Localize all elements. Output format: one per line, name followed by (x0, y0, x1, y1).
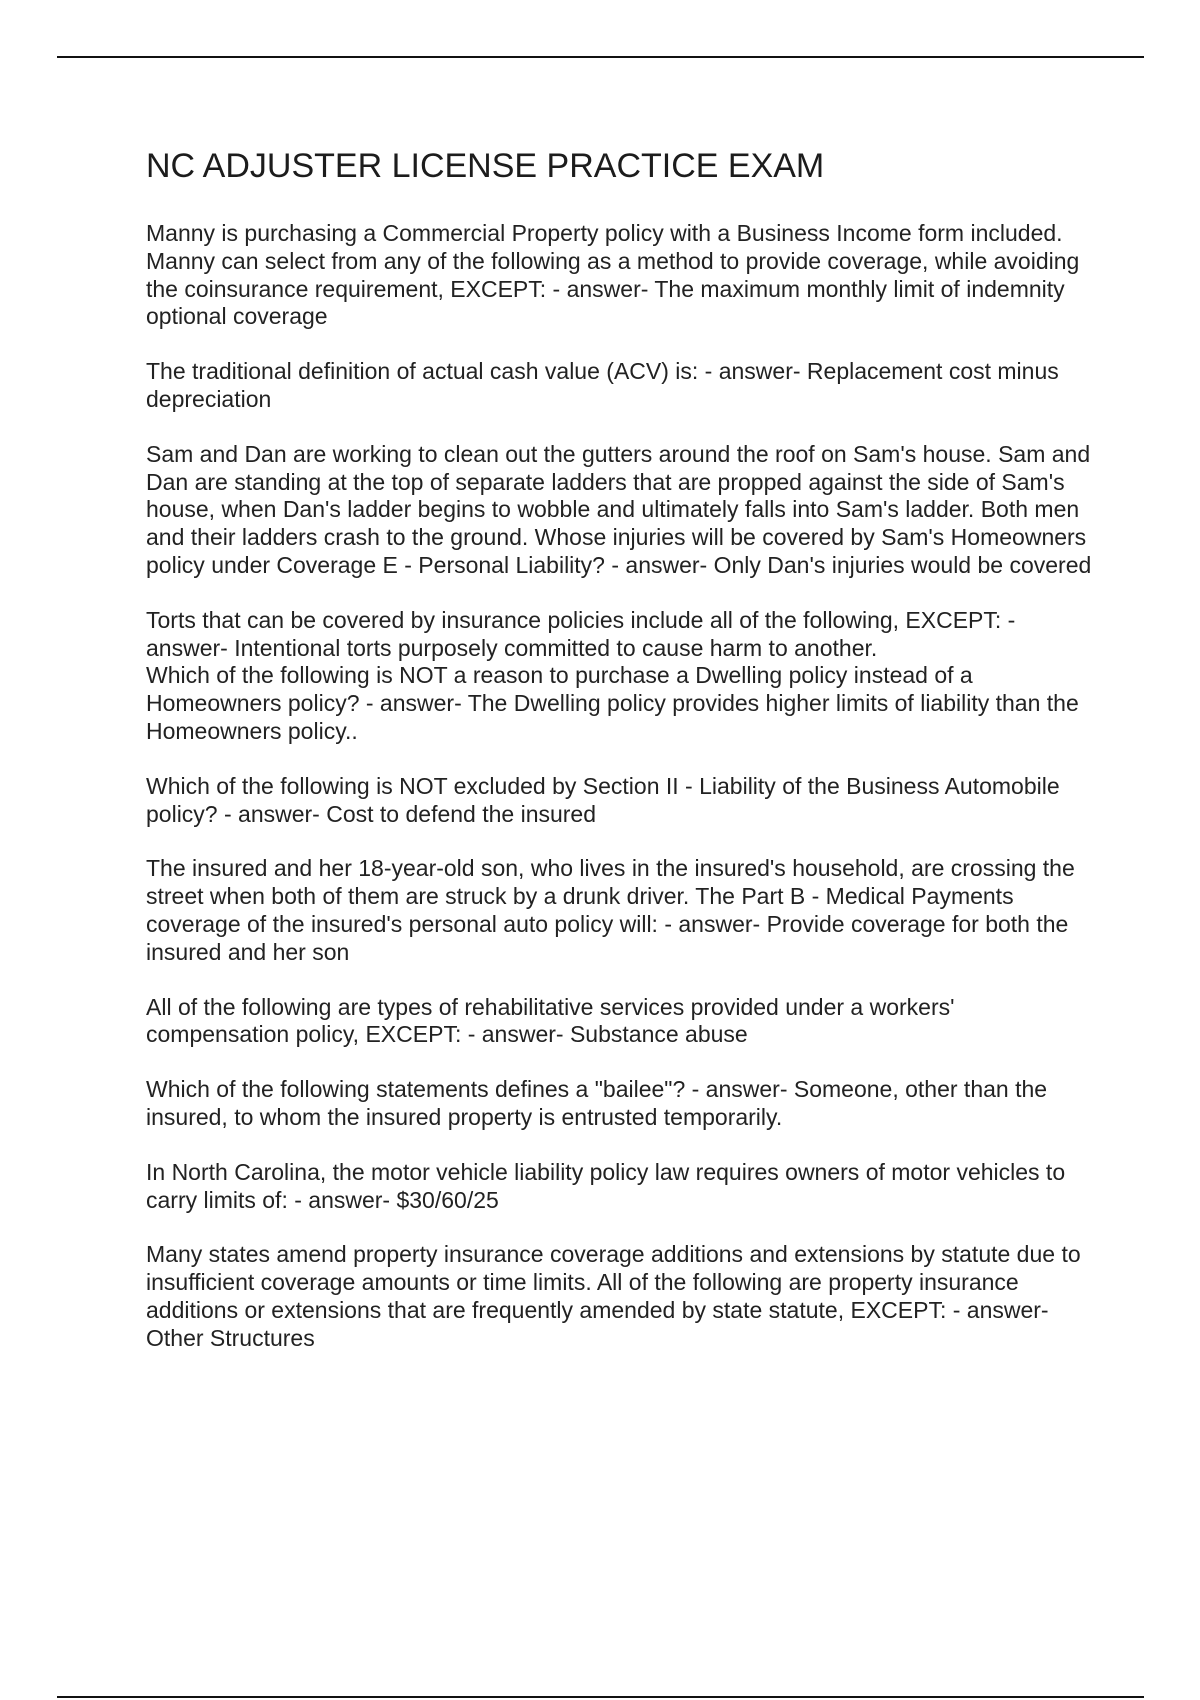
document-body (146, 142, 1096, 1380)
qa-item-5: Which of the following is NOT a reason to purchase a Dwelling policy instead of a Homeowners policy? - answer- The Dwelling policy provides higher limits of liability than the Homeowners policy.. (146, 662, 1079, 744)
qa-item-1: Manny is purchasing a Commercial Property policy with a Business Income form included. Manny can select from any of the following as a method to provide coverage, while avoiding the coinsurance requirement, EXCEPT: - answer- The maximum monthly limit of indemnity optional coverage (146, 220, 1080, 330)
bottom-divider (57, 1696, 1144, 1698)
qa-item-9: Which of the following statements defines a "bailee"? - answer- Someone, other than the insured, to whom the insured property is entrusted temporarily. (146, 1076, 1048, 1130)
qa-item-11: Many states amend property insurance coverage additions and extensions by statute due to insufficient coverage amounts or time limits. All of the following are property insurance additions or extensions that are frequently amended by state statute, EXCEPT: - answer- Other Structures (146, 1241, 1081, 1351)
qa-item-7: The insured and her 18-year-old son, who lives in the insured's household, are crossing the street when both of them are struck by a drunk driver. The Part B - Medical Payments coverage of the insured's personal auto policy will: - answer- Provide coverage for both the insured and her son (146, 855, 1075, 965)
top-divider (57, 56, 1144, 58)
qa-item-10: In North Carolina, the motor vehicle liability policy law requires owners of motor vehicles to carry limits of: - answer- $30/60/25 (146, 1158, 1066, 1213)
qa-item-3: Sam and Dan are working to clean out the gutters around the roof on Sam's house. Sam and Dan are standing at the top of separate ladders that are propped against the side of Sam's house, when Dan's ladder begins to wobble and ultimately falls into Sam's ladder. Both men and their ladders crash to the ground. Whose injuries will be covered by Sam's Homeowners policy under Coverage E - Personal Liability? - answer- Only Dan's injuries would be covered (146, 440, 1092, 578)
qa-item-8: All of the following are types of rehabilitative services provided under a workers' compensation policy, EXCEPT: - answer- Substance abuse (146, 993, 955, 1048)
question-list (146, 220, 1096, 1353)
qa-item-4: Torts that can be covered by insurance policies include all of the following, EXCEPT: - answer- Intentional torts purposely committed to cause harm to another. (146, 606, 1016, 661)
document-title: NC ADJUSTER LICENSE PRACTICE EXAM (146, 147, 825, 185)
qa-item-6: Which of the following is NOT excluded by Section II - Liability of the Business Automobile policy? - answer- Cost to defend the insured (146, 772, 1060, 827)
qa-item-2: The traditional definition of actual cash value (ACV) is: - answer- Replacement cost minus depreciation (146, 358, 1059, 412)
